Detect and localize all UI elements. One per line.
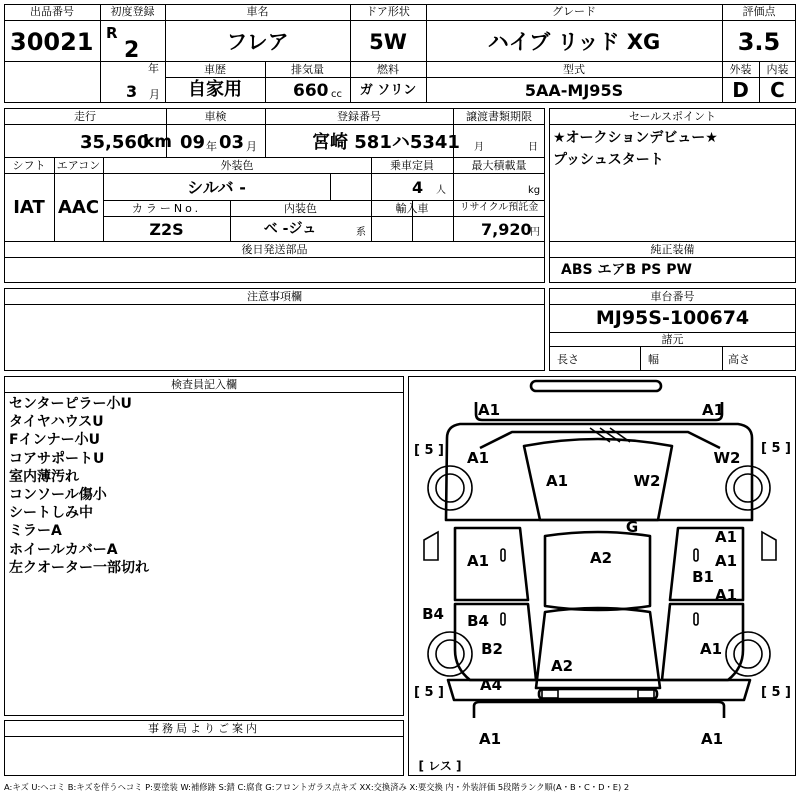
chassis-label: 車台番号 xyxy=(650,290,695,303)
insp-month: 03 xyxy=(219,132,245,153)
transfer-day: 日 xyxy=(528,142,538,153)
mileage-unit: km xyxy=(143,132,173,152)
exterior-grade: D xyxy=(732,78,749,102)
spec-width: 幅 xyxy=(648,353,659,366)
damage-mark: A1 xyxy=(478,730,502,748)
inspector-note: ミラーA xyxy=(9,523,62,540)
inspection-label: 車検 xyxy=(204,110,227,123)
damage-mark: B2 xyxy=(481,640,503,658)
inspector-notes xyxy=(9,395,149,577)
damage-mark: A1 xyxy=(714,586,738,604)
model-label: 型式 xyxy=(563,63,585,76)
transfer-label: 譲渡書類期限 xyxy=(466,110,532,123)
notes-label: 注意事項欄 xyxy=(247,290,302,303)
lot-label: 出品番号 xyxy=(30,5,74,18)
genuine-label: 純正装備 xyxy=(650,243,695,256)
reg-year-unit: 年 xyxy=(148,62,159,75)
capacity: 4 xyxy=(412,178,424,197)
damage-mark: A1 xyxy=(714,552,738,570)
capacity-label: 乗車定員 xyxy=(390,159,434,172)
load-unit: kg xyxy=(528,185,541,196)
capacity-unit: 人 xyxy=(436,185,446,196)
inspector-note: Fインナー小U xyxy=(9,432,100,449)
color-no: Z2S xyxy=(149,220,184,239)
displacement: 660 xyxy=(293,81,329,101)
rest-label: [ レス ] xyxy=(418,759,462,773)
tire-mark: [ 5 ] xyxy=(414,443,444,458)
displacement-unit: cc xyxy=(331,89,342,100)
color-label: 外装色 xyxy=(220,159,254,172)
lot-number: 30021 xyxy=(10,28,94,56)
tire-mark: [ 5 ] xyxy=(761,441,791,456)
mileage: 35,560 xyxy=(80,132,150,153)
interior-label: 内装 xyxy=(766,63,789,76)
damage-mark: W2 xyxy=(633,472,661,490)
fuel: ガ ソリン xyxy=(359,83,417,98)
damage-mark: A1 xyxy=(466,552,490,570)
reg-year: 2 xyxy=(124,38,140,63)
recycle-label: リサイクル預託金 xyxy=(459,202,539,213)
tire-mark: [ 5 ] xyxy=(761,685,791,700)
grade: ハイブ リッド XG xyxy=(487,30,661,54)
interior-color-label: 内装色 xyxy=(284,202,317,215)
damage-mark: B4 xyxy=(422,605,444,623)
first-reg-label: 初度登録 xyxy=(110,5,155,18)
shift-label: シフト xyxy=(12,159,46,172)
damage-mark: W2 xyxy=(713,449,741,467)
genuine-equipment: ABS エアB PS PW xyxy=(561,262,692,278)
inspector-note: コアサポートU xyxy=(9,450,105,467)
inspector-note: コンソール傷小 xyxy=(9,487,107,504)
car-name: フレア xyxy=(226,30,289,54)
damage-mark: A1 xyxy=(466,449,490,467)
ac: AAC xyxy=(57,197,100,218)
score: 3.5 xyxy=(737,28,781,56)
transfer-month: 月 xyxy=(474,142,484,153)
mileage-label: 走行 xyxy=(74,110,96,123)
damage-mark: B1 xyxy=(692,568,714,586)
spec-length: 長さ xyxy=(557,353,579,366)
damage-mark: A1 xyxy=(700,730,724,748)
insp-year-unit: 年 xyxy=(206,140,217,153)
damage-mark: B4 xyxy=(467,612,489,630)
color-no-label: カラーNo. xyxy=(131,202,202,215)
damage-mark: A2 xyxy=(550,657,574,675)
office-label: 事務局よりご案内 xyxy=(148,722,260,735)
inspector-note: タイヤハウスU xyxy=(9,414,104,431)
score-label: 評価点 xyxy=(742,5,776,18)
chassis-number: MJ95S-100674 xyxy=(595,307,750,329)
sales-point-label: セールスポイント xyxy=(628,110,716,123)
ac-label: エアコン xyxy=(56,159,101,172)
interior-grade: C xyxy=(770,78,785,102)
plate-label: 登録番号 xyxy=(337,110,381,123)
exterior-label: 外装 xyxy=(729,63,752,76)
grade-label: グレード xyxy=(552,5,596,18)
reg-month: 3 xyxy=(126,82,138,101)
inspector-note: シートしみ中 xyxy=(9,505,93,522)
recycle: 7,920 xyxy=(481,220,532,239)
interior-color: ベ -ジュ xyxy=(263,221,317,237)
import-label: 輸入車 xyxy=(395,202,429,215)
interior-color-unit: 系 xyxy=(356,227,366,238)
inspector-note: ホイールカバーA xyxy=(9,541,118,558)
recycle-unit: 円 xyxy=(530,227,540,238)
color: シルバ - xyxy=(187,178,246,197)
car-name-label: 車名 xyxy=(246,5,269,18)
fuel-label: 燃料 xyxy=(377,63,399,76)
later-parts-label: 後日発送部品 xyxy=(241,243,308,256)
era: R xyxy=(106,24,118,42)
door: 5W xyxy=(369,30,407,54)
damage-mark: G xyxy=(625,518,639,536)
plate: 宮崎 581ハ5341 xyxy=(312,132,460,153)
history: 自家用 xyxy=(188,79,242,100)
insp-month-unit: 月 xyxy=(246,140,257,153)
damage-mark: A1 xyxy=(477,401,501,419)
door-label: ドア形状 xyxy=(366,5,410,18)
legend: A:キズ U:ヘコミ B:キズを伴うヘコミ P:要塗装 W:補修跡 S:錆 C:腐食 G:フロントガラス点キズ XX:交換済み X:要交換 内・外装評価 5段階ランク順(A・B・C・D・E) 2 xyxy=(4,782,630,792)
damage-mark: A1 xyxy=(701,401,725,419)
displacement-label: 排気量 xyxy=(291,63,324,76)
spec-height: 高さ xyxy=(728,353,750,366)
inspector-note: 室内薄汚れ xyxy=(9,468,79,485)
damage-mark: A1 xyxy=(714,528,738,546)
spec-label: 諸元 xyxy=(661,333,684,346)
shift: IAT xyxy=(13,197,45,218)
sales-point-line-2: プッシュスタート xyxy=(553,152,664,168)
damage-mark: A1 xyxy=(545,472,569,490)
sales-point-line-1: ★オークションデビュー★ xyxy=(553,130,718,146)
load-label: 最大積載量 xyxy=(471,159,527,172)
insp-year: 09 xyxy=(180,132,206,153)
damage-mark: A1 xyxy=(699,640,723,658)
tire-mark: [ 5 ] xyxy=(414,685,444,700)
damage-mark: A4 xyxy=(479,676,503,694)
inspector-label: 検査員記入欄 xyxy=(171,378,237,391)
history-label: 車歴 xyxy=(204,63,226,76)
car-diagram-box xyxy=(408,376,796,776)
inspector-note: センターピラー小U xyxy=(9,396,132,412)
reg-month-unit: 月 xyxy=(149,88,160,101)
damage-mark: A2 xyxy=(589,549,613,567)
model: 5AA-MJ95S xyxy=(524,81,624,100)
inspector-note: 左クオーター一部切れ xyxy=(9,559,149,576)
